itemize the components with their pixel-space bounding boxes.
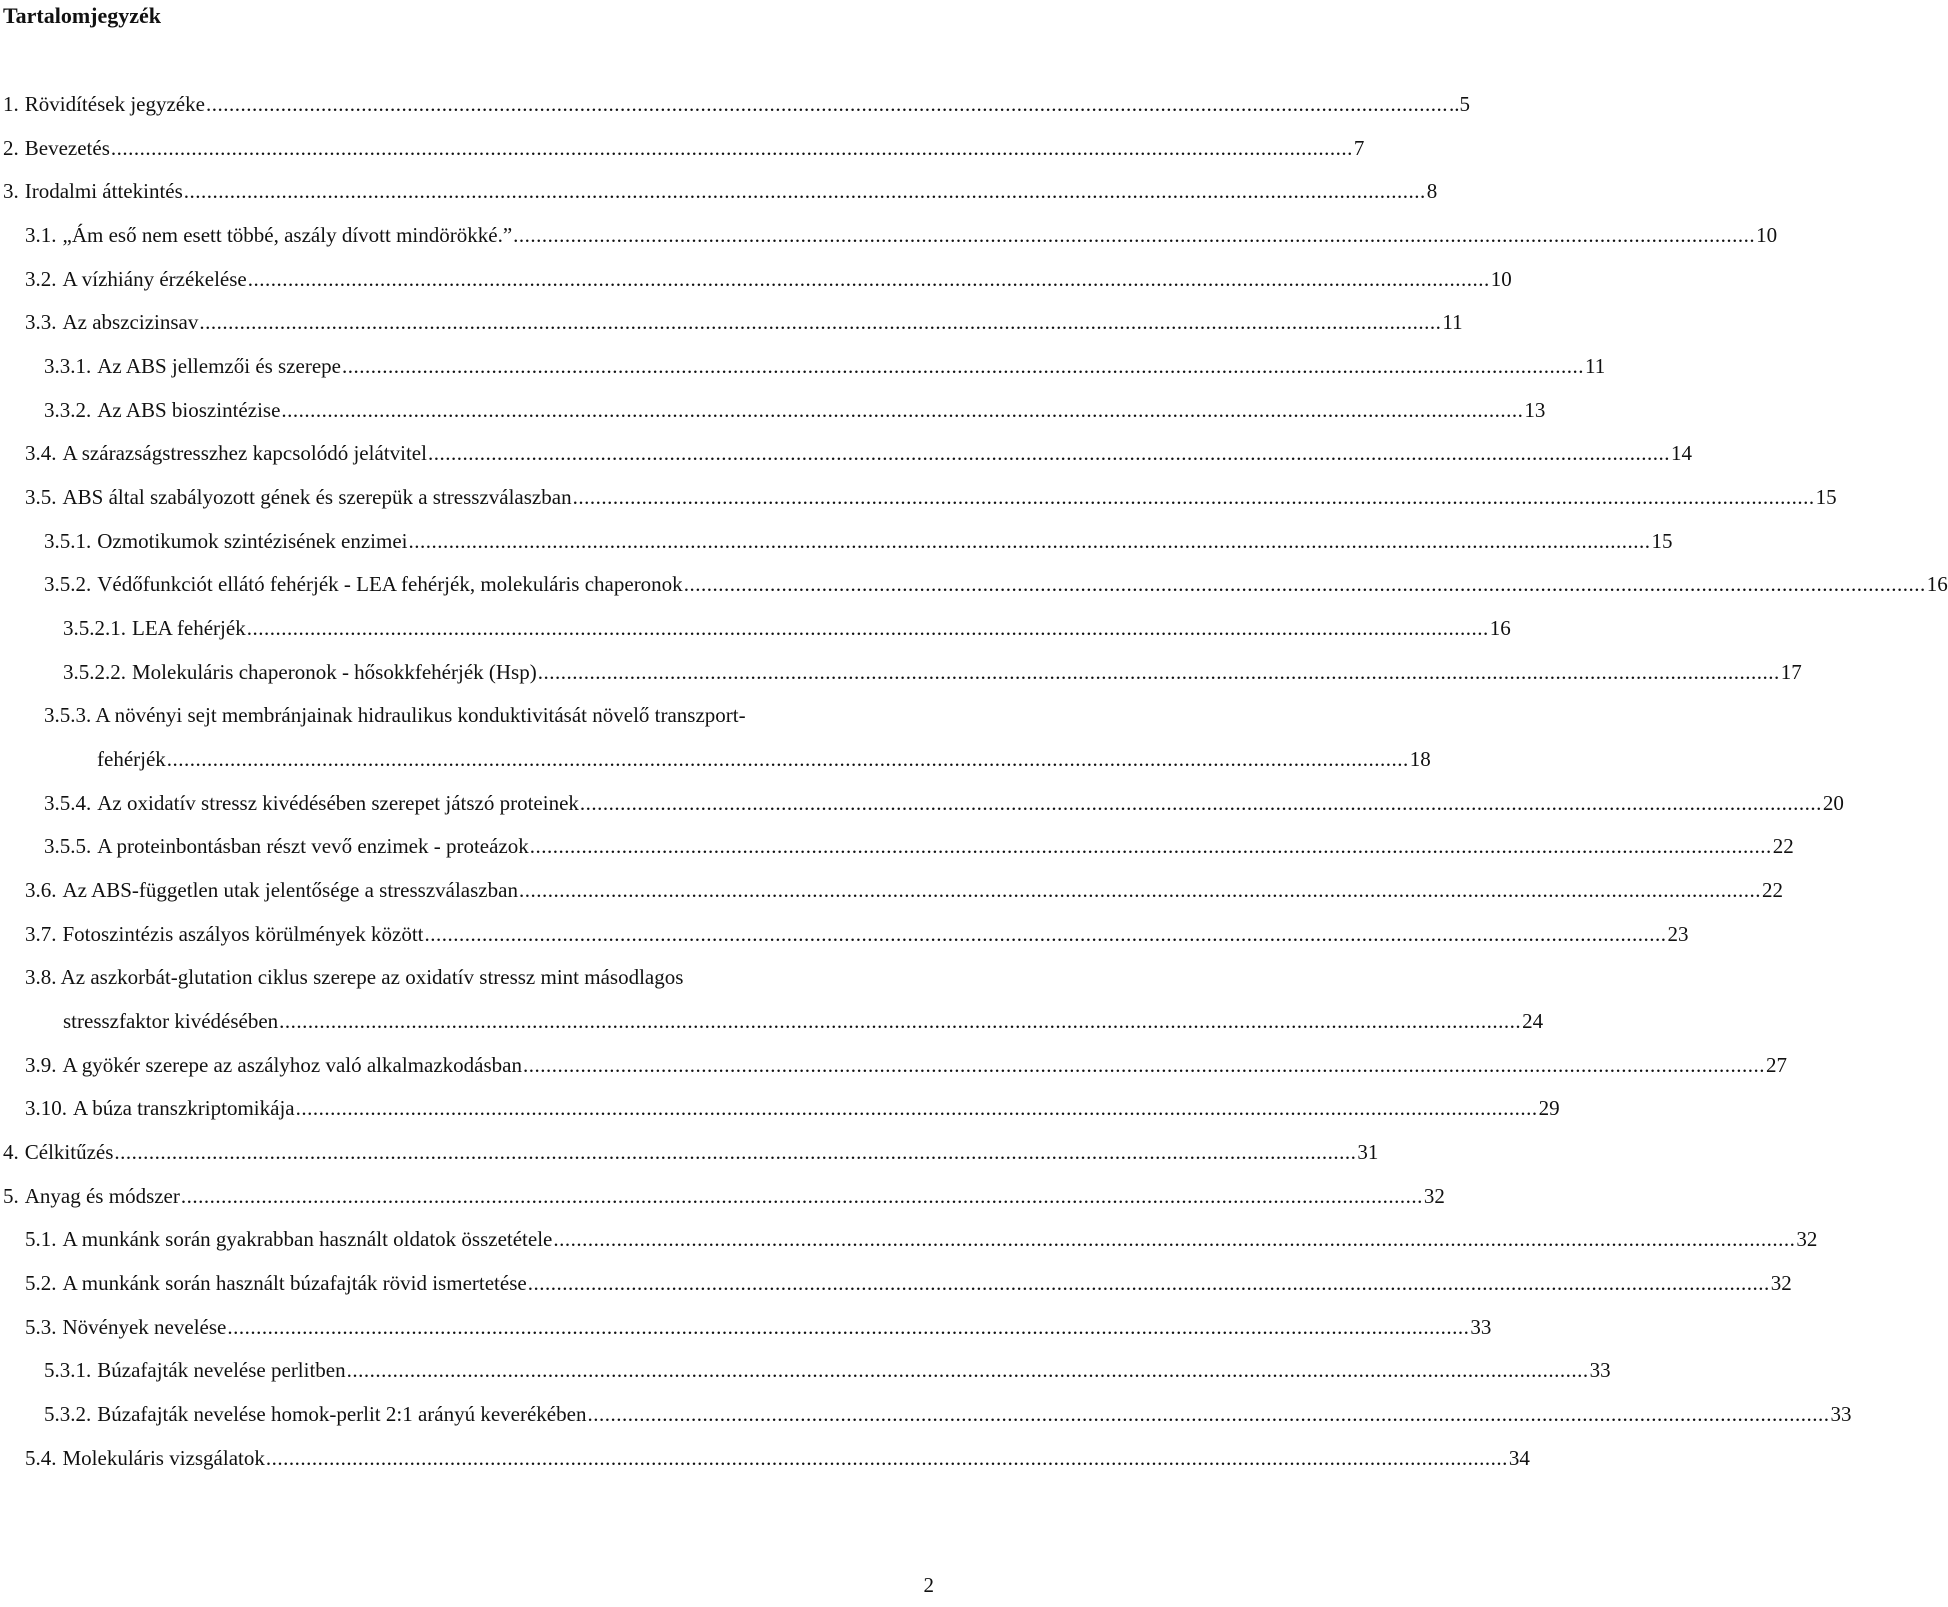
- toc-leader-dots: ........................................................................................................................................................................................................................: [279, 1009, 1522, 1033]
- toc-entry[interactable]: [25, 1094, 1560, 1122]
- toc-entry-title: Az abszcizinsav: [62, 310, 199, 334]
- toc-entry-title: Molekuláris chaperonok - hősokkfehérjék (Hsp): [132, 660, 537, 684]
- toc-entry[interactable]: [25, 483, 1837, 511]
- toc-entry-page: 31: [1357, 1140, 1379, 1164]
- toc-entry-title: Búzafajták nevelése homok-perlit 2:1 arányú keverékében: [97, 1402, 587, 1426]
- toc-entry-page: 22: [1772, 834, 1794, 858]
- toc-entry-title: ABS által szabályozott gének és szerepük a stresszválaszban: [62, 485, 572, 509]
- toc-entry-title-continuation: fehérjék: [97, 747, 166, 771]
- toc-entry-page: 16: [1489, 616, 1511, 640]
- toc-entry-number: 3.5.2.: [44, 572, 92, 596]
- toc-entry-number: 5.1.: [25, 1227, 57, 1251]
- toc-entry-number: 3.5.3.: [44, 703, 92, 727]
- toc-entry-title: Ozmotikumok szintézisének enzimei: [97, 529, 408, 553]
- toc-leader-dots: ........................................................................................................................................................................................................................: [527, 1271, 1770, 1295]
- toc-entry-title: Az ABS-független utak jelentősége a stresszválaszban: [62, 878, 518, 902]
- toc-leader-dots: ........................................................................................................................................................................................................................: [518, 878, 1761, 902]
- toc-entry[interactable]: [25, 1269, 1792, 1297]
- toc-entry-title: A búza transzkriptomikája: [73, 1096, 295, 1120]
- toc-entry[interactable]: [25, 221, 1778, 249]
- toc-entry[interactable]: [25, 1051, 1787, 1079]
- toc-leader-dots: ........................................................................................................................................................................................................................: [110, 136, 1353, 160]
- toc-entry[interactable]: [25, 876, 1783, 904]
- toc-entry-number: 3.10.: [25, 1096, 67, 1120]
- toc-entry-title: Fotoszintézis aszályos körülmények között: [62, 922, 424, 946]
- toc-entry-page: 16: [1926, 572, 1948, 596]
- toc-entry-title: A szárazságstresszhez kapcsolódó jelátvitel: [62, 441, 427, 465]
- toc-entry-number: 3.5.2.2.: [63, 660, 126, 684]
- toc-entry[interactable]: [3, 90, 1470, 118]
- toc-entry-title: Búzafajták nevelése perlitben: [97, 1358, 346, 1382]
- toc-entry[interactable]: [44, 352, 1606, 380]
- toc-entry-number: 5.: [3, 1184, 19, 1208]
- toc-entry-first-line[interactable]: [25, 963, 683, 991]
- toc-entry[interactable]: [25, 265, 1512, 293]
- toc-entry-page: 18: [1409, 747, 1431, 771]
- toc-entry[interactable]: [25, 439, 1692, 467]
- toc-entry-page: 11: [1442, 310, 1463, 334]
- toc-entry-title: Az ABS jellemzői és szerepe: [97, 354, 342, 378]
- toc-entry[interactable]: [44, 1356, 1611, 1384]
- toc-entry-page: 10: [1756, 223, 1778, 247]
- toc-entry-page: 7: [1353, 136, 1365, 160]
- toc-entry-title: Anyag és módszer: [24, 1184, 180, 1208]
- toc-entry-first-line[interactable]: [44, 701, 746, 729]
- toc-entry-continuation[interactable]: [97, 745, 1431, 773]
- toc-entry-page: 23: [1667, 922, 1689, 946]
- toc-entry-page: 33: [1589, 1358, 1611, 1382]
- toc-entry[interactable]: [25, 920, 1689, 948]
- toc-leader-dots: ........................................................................................................................................................................................................................: [166, 747, 1409, 771]
- toc-entry[interactable]: [44, 396, 1546, 424]
- toc-leader-dots: ........................................................................................................................................................................................................................: [572, 485, 1815, 509]
- toc-entry-number: 3.3.1.: [44, 354, 92, 378]
- toc-entry-page: 29: [1538, 1096, 1560, 1120]
- toc-leader-dots: ........................................................................................................................................................................................................................: [199, 310, 1442, 334]
- toc-entry-title: Irodalmi áttekintés: [24, 179, 183, 203]
- toc-entry-number: 1.: [3, 92, 19, 116]
- toc-leader-dots: ........................................................................................................................................................................................................................: [553, 1227, 1796, 1251]
- toc-entry[interactable]: [3, 1182, 1445, 1210]
- toc-entry-number: 4.: [3, 1140, 19, 1164]
- toc-entry-page: 24: [1522, 1009, 1544, 1033]
- toc-entry-title: Az ABS bioszintézise: [97, 398, 281, 422]
- toc-entry-number: 3.3.2.: [44, 398, 92, 422]
- toc-entry-number: 5.2.: [25, 1271, 57, 1295]
- toc-entry-number: 3.2.: [25, 267, 57, 291]
- toc-entry-title: Növények nevelése: [62, 1315, 227, 1339]
- toc-leader-dots: ........................................................................................................................................................................................................................: [587, 1402, 1830, 1426]
- toc-entry[interactable]: [3, 134, 1365, 162]
- toc-entry-number: 3.5.4.: [44, 791, 92, 815]
- toc-leader-dots: ........................................................................................................................................................................................................................: [346, 1358, 1589, 1382]
- toc-entry-page: 32: [1796, 1227, 1818, 1251]
- toc-leader-dots: ........................................................................................................................................................................................................................: [537, 660, 1780, 684]
- toc-entry-title: Molekuláris vizsgálatok: [62, 1446, 265, 1470]
- toc-leader-dots: ........................................................................................................................................................................................................................: [529, 834, 1772, 858]
- toc-entry-title: A munkánk során gyakrabban használt oldatok összetétele: [62, 1227, 553, 1251]
- toc-leader-dots: ........................................................................................................................................................................................................................: [180, 1184, 1423, 1208]
- toc-entry[interactable]: [25, 1444, 1530, 1472]
- toc-entry-page: 14: [1670, 441, 1692, 465]
- toc-entry-number: 3.: [3, 179, 19, 203]
- toc-entry-title: A növényi sejt membránjainak hidraulikus konduktivitását növelő transzport-: [95, 703, 746, 727]
- toc-leader-dots: ........................................................................................................................................................................................................................: [114, 1140, 1357, 1164]
- toc-entry-number: 3.5.5.: [44, 834, 92, 858]
- toc-entry-title: A vízhiány érzékelése: [62, 267, 247, 291]
- toc-entry-page: ..5: [1448, 92, 1470, 116]
- toc-entry-number: 3.6.: [25, 878, 57, 902]
- toc-entry-title: LEA fehérjék: [132, 616, 246, 640]
- toc-entry[interactable]: [63, 614, 1511, 642]
- toc-entry-page: 32: [1423, 1184, 1445, 1208]
- toc-entry-page: 33: [1470, 1315, 1492, 1339]
- toc-leader-dots: ........................................................................................................................................................................................................................: [247, 267, 1490, 291]
- toc-entry-continuation[interactable]: [63, 1007, 1544, 1035]
- page-number: 2: [923, 1573, 934, 1597]
- toc-entry-title: „Ám eső nem esett többé, aszály dívott mindörökké.”: [62, 223, 513, 247]
- toc-entry[interactable]: [44, 1400, 1852, 1428]
- toc-entry-number: 5.3.2.: [44, 1402, 92, 1426]
- toc-entry-number: 3.5.1.: [44, 529, 92, 553]
- toc-leader-dots: ........................................................................................................................................................................................................................: [246, 616, 1489, 640]
- toc-leader-dots: ........................................................................................................................................................................................................................: [408, 529, 1651, 553]
- toc-entry-number: 3.5.: [25, 485, 57, 509]
- toc-entry-page: 32: [1770, 1271, 1792, 1295]
- toc-entry-page: 8: [1426, 179, 1438, 203]
- toc-leader-dots: ........................................................................................................................................................................................................................: [427, 441, 1670, 465]
- toc-entry-title: Az aszkorbát-glutation ciklus szerepe az oxidatív stressz mint másodlagos: [60, 965, 684, 989]
- toc-leader-dots: ........................................................................................................................................................................................................................: [522, 1053, 1765, 1077]
- toc-entry[interactable]: [44, 789, 1844, 817]
- toc-entry-number: 3.3.: [25, 310, 57, 334]
- toc-leader-dots: ........................................................................................................................................................................................................................: [424, 922, 1667, 946]
- toc-entry-number: 5.3.: [25, 1315, 57, 1339]
- toc-entry-title: A gyökér szerepe az aszályhoz való alkalmazkodásban: [62, 1053, 522, 1077]
- toc-entry-title: A proteinbontásban részt vevő enzimek - proteázok: [97, 834, 529, 858]
- toc-entry-page: 34: [1508, 1446, 1530, 1470]
- toc-entry-number: 3.9.: [25, 1053, 57, 1077]
- toc-entry[interactable]: [63, 658, 1802, 686]
- toc-entry[interactable]: [44, 832, 1794, 860]
- toc-leader-dots: ........................................................................................................................................................................................................................: [265, 1446, 1508, 1470]
- toc-entry-number: 3.7.: [25, 922, 57, 946]
- toc-entry-page: 15: [1815, 485, 1837, 509]
- toc-entry-title: A munkánk során használt búzafajták rövid ismertetése: [62, 1271, 527, 1295]
- toc-entry[interactable]: [44, 527, 1673, 555]
- toc-leader-dots: ........................................................................................................................................................................................................................: [227, 1315, 1470, 1339]
- toc-entry-number: 3.5.2.1.: [63, 616, 126, 640]
- toc-entry-number: 3.1.: [25, 223, 57, 247]
- toc-entry-title: Védőfunkciót ellátó fehérjék - LEA fehérjék, molekuláris chaperonok: [97, 572, 683, 596]
- toc-entry-page: 15: [1651, 529, 1673, 553]
- toc-leader-dots: ........................................................................................................................................................................................................................: [295, 1096, 1538, 1120]
- toc-leader-dots: ........................................................................................................................................................................................................................: [342, 354, 1585, 378]
- toc-entry-number: 5.4.: [25, 1446, 57, 1470]
- toc-leader-dots: ........................................................................................................................................................................................................................: [205, 92, 1448, 116]
- toc-entry-number: 5.3.1.: [44, 1358, 92, 1382]
- toc-entry[interactable]: [25, 1225, 1818, 1253]
- toc-entry-title-continuation: stresszfaktor kivédésében: [63, 1009, 279, 1033]
- toc-entry-number: 2.: [3, 136, 19, 160]
- toc-entry-title: Az oxidatív stressz kivédésében szerepet játszó proteinek: [97, 791, 579, 815]
- toc-entry[interactable]: [3, 1138, 1379, 1166]
- toc-entry-title: Rövidítések jegyzéke: [24, 92, 205, 116]
- page-title: Tartalomjegyzék: [3, 3, 162, 28]
- toc-leader-dots: ........................................................................................................................................................................................................................: [513, 223, 1756, 247]
- toc-entry-page: 33: [1830, 1402, 1852, 1426]
- toc-entry-page: 11: [1585, 354, 1606, 378]
- toc-leader-dots: ........................................................................................................................................................................................................................: [183, 179, 1426, 203]
- toc-entry-page: 13: [1524, 398, 1546, 422]
- toc-entry-page: 17: [1780, 660, 1802, 684]
- toc-entry[interactable]: [3, 177, 1438, 205]
- toc-entry[interactable]: [44, 570, 1948, 598]
- toc-entry-number: 3.8.: [25, 965, 57, 989]
- toc-entry-page: 10: [1490, 267, 1512, 291]
- toc-entry-page: 27: [1765, 1053, 1787, 1077]
- toc-entry-title: Bevezetés: [24, 136, 110, 160]
- toc-leader-dots: ........................................................................................................................................................................................................................: [281, 398, 1524, 422]
- toc-leader-dots: ........................................................................................................................................................................................................................: [683, 572, 1926, 596]
- toc-entry-number: 3.4.: [25, 441, 57, 465]
- toc-entry-title: Célkitűzés: [24, 1140, 114, 1164]
- toc-entry[interactable]: [25, 308, 1463, 336]
- toc-entry-page: 22: [1761, 878, 1783, 902]
- toc-entry[interactable]: [25, 1313, 1492, 1341]
- toc-entry-page: 20: [1822, 791, 1844, 815]
- toc-leader-dots: ........................................................................................................................................................................................................................: [579, 791, 1822, 815]
